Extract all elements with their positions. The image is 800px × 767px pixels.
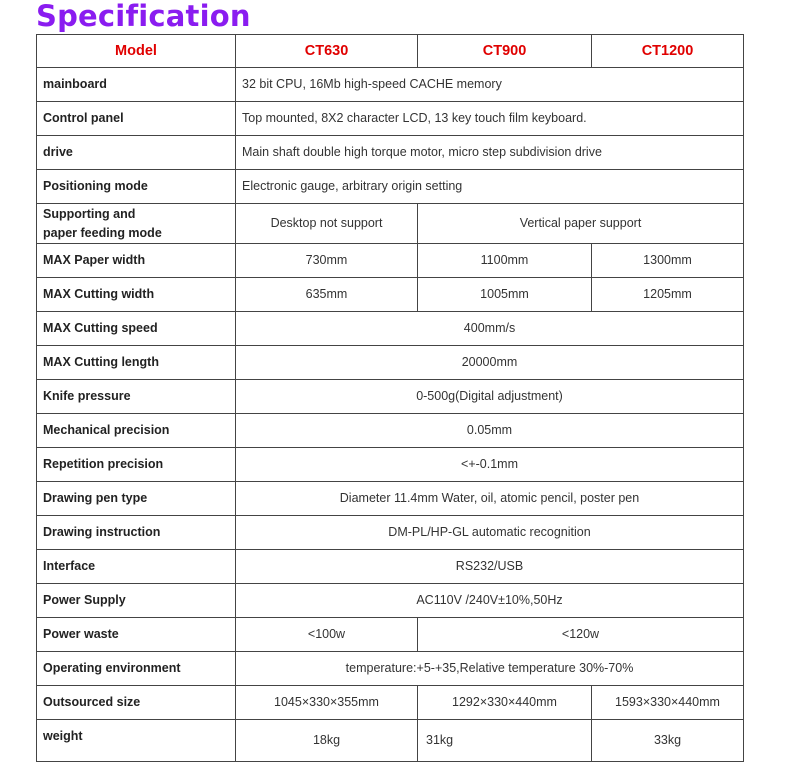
page-title: Specification: [36, 0, 251, 33]
specification-table: [36, 34, 744, 762]
row-value: Electronic gauge, arbitrary origin setting: [236, 170, 744, 204]
row-label: MAX Cutting length: [37, 346, 236, 380]
table-row-power-waste: [37, 618, 744, 652]
row-value: temperature:+5-+35,Relative temperature 30%-70%: [236, 652, 744, 686]
row-label: [37, 204, 236, 244]
row-value: AC110V /240V±10%,50Hz: [236, 584, 744, 618]
cell-ct900: 31kg: [418, 720, 592, 762]
row-label: Power Supply: [37, 584, 236, 618]
row-label: MAX Cutting width: [37, 278, 236, 312]
row-value: <+-0.1mm: [236, 448, 744, 482]
cell-ct900: 1005mm: [418, 278, 592, 312]
cell-ct630: Desktop not support: [236, 204, 418, 244]
cell-ct1200: 1300mm: [592, 244, 744, 278]
row-label: MAX Cutting speed: [37, 312, 236, 346]
row-label: mainboard: [37, 68, 236, 102]
row-label: drive: [37, 136, 236, 170]
table-row-operating-environment: [37, 652, 744, 686]
table-row-max-cutting-width: [37, 278, 744, 312]
header-ct630: CT630: [236, 35, 418, 68]
row-value: RS232/USB: [236, 550, 744, 584]
row-label: Power waste: [37, 618, 236, 652]
row-value: 400mm/s: [236, 312, 744, 346]
table-row-interface: [37, 550, 744, 584]
row-label: Mechanical precision: [37, 414, 236, 448]
table-row-positioning-mode: [37, 170, 744, 204]
row-label-line-1: Supporting and: [43, 206, 136, 221]
row-label: Operating environment: [37, 652, 236, 686]
cell-ct630: <100w: [236, 618, 418, 652]
row-value: 0.05mm: [236, 414, 744, 448]
table-row-max-cutting-speed: [37, 312, 744, 346]
row-label: weight: [37, 720, 236, 762]
cell-ct900-ct1200: <120w: [418, 618, 744, 652]
row-label: Knife pressure: [37, 380, 236, 414]
table-row-drawing-instruction: [37, 516, 744, 550]
cell-ct630: 730mm: [236, 244, 418, 278]
header-ct900: CT900: [418, 35, 592, 68]
table-row-repetition-precision: [37, 448, 744, 482]
table-row-knife-pressure: [37, 380, 744, 414]
cell-ct630: 635mm: [236, 278, 418, 312]
row-label: Positioning mode: [37, 170, 236, 204]
row-label: Drawing instruction: [37, 516, 236, 550]
cell-ct1200: 33kg: [592, 720, 744, 762]
table-row-supporting: [37, 204, 744, 244]
row-value: 32 bit CPU, 16Mb high-speed CACHE memory: [236, 68, 744, 102]
cell-ct900: 1100mm: [418, 244, 592, 278]
cell-ct1200: 1205mm: [592, 278, 744, 312]
row-value: Main shaft double high torque motor, micro step subdivision drive: [236, 136, 744, 170]
row-label: MAX Paper width: [37, 244, 236, 278]
cell-ct900: 1292×330×440mm: [418, 686, 592, 720]
table-row-weight: [37, 720, 744, 762]
row-value: 20000mm: [236, 346, 744, 380]
row-value: 0-500g(Digital adjustment): [236, 380, 744, 414]
row-label-line-2: paper feeding mode: [43, 225, 162, 240]
table-row-mainboard: [37, 68, 744, 102]
row-label: Drawing pen type: [37, 482, 236, 516]
row-label: Outsourced size: [37, 686, 236, 720]
table-row-max-cutting-length: [37, 346, 744, 380]
cell-ct630: 18kg: [236, 720, 418, 762]
row-label: Repetition precision: [37, 448, 236, 482]
row-label: Interface: [37, 550, 236, 584]
table-row-mechanical-precision: [37, 414, 744, 448]
cell-ct900-ct1200: Vertical paper support: [418, 204, 744, 244]
table-row-drawing-pen-type: [37, 482, 744, 516]
row-value: Diameter 11.4mm Water, oil, atomic pencil, poster pen: [236, 482, 744, 516]
table-row-max-paper-width: [37, 244, 744, 278]
table-header-row: [37, 35, 744, 68]
table-row-outsourced-size: [37, 686, 744, 720]
table-row-drive: [37, 136, 744, 170]
cell-ct630: 1045×330×355mm: [236, 686, 418, 720]
header-model: Model: [37, 35, 236, 68]
row-value: DM-PL/HP-GL automatic recognition: [236, 516, 744, 550]
cell-ct1200: 1593×330×440mm: [592, 686, 744, 720]
row-value: Top mounted, 8X2 character LCD, 13 key touch film keyboard.: [236, 102, 744, 136]
table-row-power-supply: [37, 584, 744, 618]
header-ct1200: CT1200: [592, 35, 744, 68]
table-row-control-panel: [37, 102, 744, 136]
row-label: Control panel: [37, 102, 236, 136]
